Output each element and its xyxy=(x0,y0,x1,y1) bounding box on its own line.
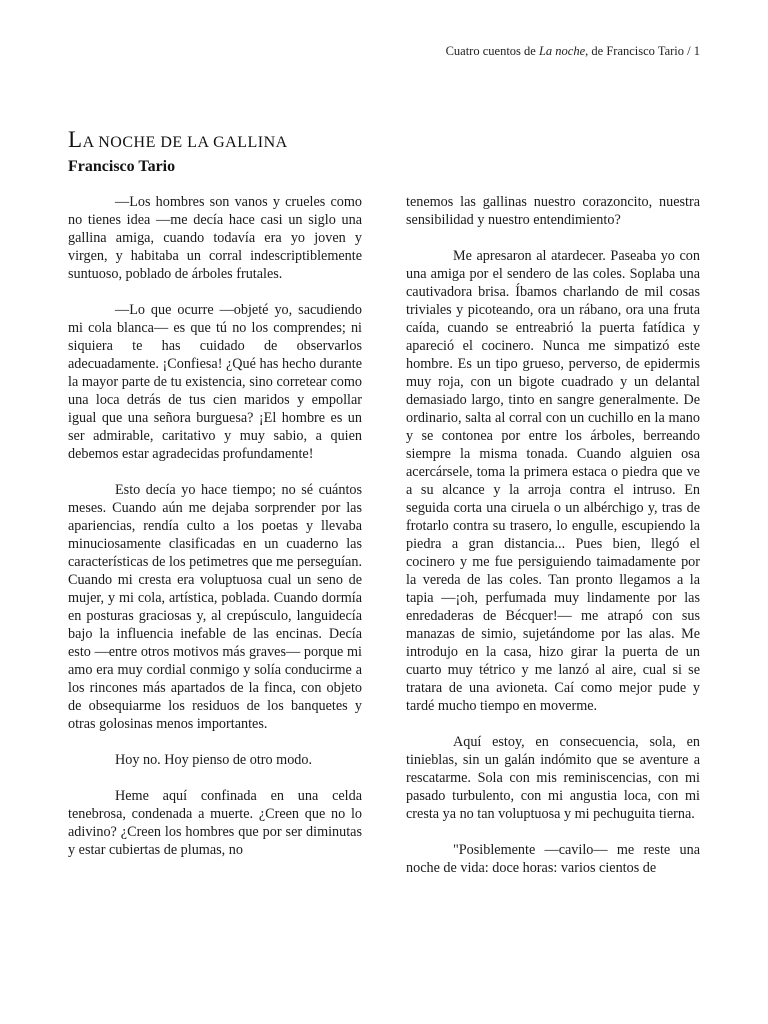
story-title-initial: L xyxy=(68,127,83,152)
story-title xyxy=(68,126,708,157)
paragraph: —Los hombres son vanos y crueles como no tienes idea —me decía hace casi un siglo una gallina amiga, cuando todavía era yo joven y virgen, y habitaba un corral indescriptiblemente suntuoso, poblado de árboles frutales. xyxy=(68,194,362,282)
paragraph-continued: tenemos las gallinas nuestro corazoncito, nuestra sensibilidad y nuestro entendimiento? xyxy=(406,194,700,228)
paragraph: Aquí estoy, en consecuencia, sola, en tinieblas, sin un galán indómito que se aventure a rescatarme. Sola con mis reminiscencias, con mi pasado turbulento, con mi angustia loca, con mi cresta ya no tan voluptuosa y mi pechuguita tierna. xyxy=(406,734,700,822)
running-header xyxy=(446,44,700,59)
left-text-column xyxy=(68,193,362,859)
story-heading xyxy=(68,126,708,177)
paragraph: —Lo que ocurre —objeté yo, sacudiendo mi cola blanca— es que tú no los comprendes; ni siquiera te has cuidado de observarlos adecuadamente. ¡Confiesa! ¿Qué has hecho durante la mayor parte de tu existencia, sino corretear como una loca detrás de tus cien maridos y empollar igual que una señora burguesa? ¡El hombre es un ser admirable, caritativo y muy sabio, a quien debemos estar agradecidas profundamente! xyxy=(68,302,362,462)
right-text-column xyxy=(406,193,700,877)
story-title-rest: A NOCHE DE LA GALLINA xyxy=(82,134,288,151)
paragraph: "Posiblemente —cavilo— me reste una noche de vida: doce horas: varios cientos de xyxy=(406,842,700,876)
paragraph: Heme aquí confinada en una celda tenebrosa, condenada a muerte. ¿Creen que no lo adivino? ¿Creen los hombres que por ser diminutas y estar cubiertas de plumas, no xyxy=(68,788,362,858)
story-author: Francisco Tario xyxy=(68,158,176,175)
paragraph: Me apresaron al atardecer. Paseaba yo con una amiga por el sendero de las coles. Soplaba una cautivadora brisa. Íbamos charlando de mil cosas triviales y picoteando, ora un rábano, ora una fruta caída, cuando se entreabrió la puerta fatídica y apareció el cocinero. Nunca me simpatizó este hombre. Es un tipo grueso, perverso, de epidermis muy roja, con un bigote cuadrado y un delantal demasiado largo, tinto en sangre generalmente. De ordinario, salta al corral con un cuchillo en la mano y se contonea por entre los árboles, berreando siempre la misma tonada. Cuando alguien osa acercársele, toma la primera estaca o piedra que ve a su alcance y la arroja contra el intruso. En seguida corta una ciruela o un albérchigo y, tras de frotarlo contra su trasero, lo engulle, escupiendo la piedra a gran distancia... Pues bien, llegó el cocinero y me fue persiguiendo taimadamente por la vereda de las coles. Tan pronto llegamos a la tapia —¡oh, perfumada muy lindamente por las enredaderas de Bécquer!— me atrapó con sus manazas de simio, sujetándome por las alas. Me introdujo en la casa, hizo girar la puerta de un cuarto muy tétrico y me lanzó al aire, cual si se tratara de una avioneta. Caí como mejor pude y tardé mucho tiempo en moverme. xyxy=(406,248,700,714)
paragraph: Hoy no. Hoy pienso de otro modo. xyxy=(115,752,313,768)
running-header-book-title: La noche xyxy=(538,44,586,58)
paragraph: Esto decía yo hace tiempo; no sé cuántos meses. Cuando aún me dejaba sorprender por las apariencias, rendía culto a los poetas y llevaba minuciosamente clasificadas en un cuaderno las características de los petimetres que me perseguían. Cuando mi cresta era voluptuosa cual un seno de mujer, y mi cola, artística, poblada. Cuando dormía en posturas graciosas y, al crepúsculo, languidecía bajo la influencia inefable de las encinas. Decía esto —entre otros motivos más graves— porque mi amo era muy cordial conmigo y solía conducirme a los rincones más apartados de la finca, con objeto de obsequiarme los residuos de los banquetes y otras golosinas menos importantes. xyxy=(68,482,362,732)
running-header-prefix: Cuatro cuentos de xyxy=(445,44,539,58)
running-header-suffix: , de Francisco Tario / 1 xyxy=(585,44,700,58)
